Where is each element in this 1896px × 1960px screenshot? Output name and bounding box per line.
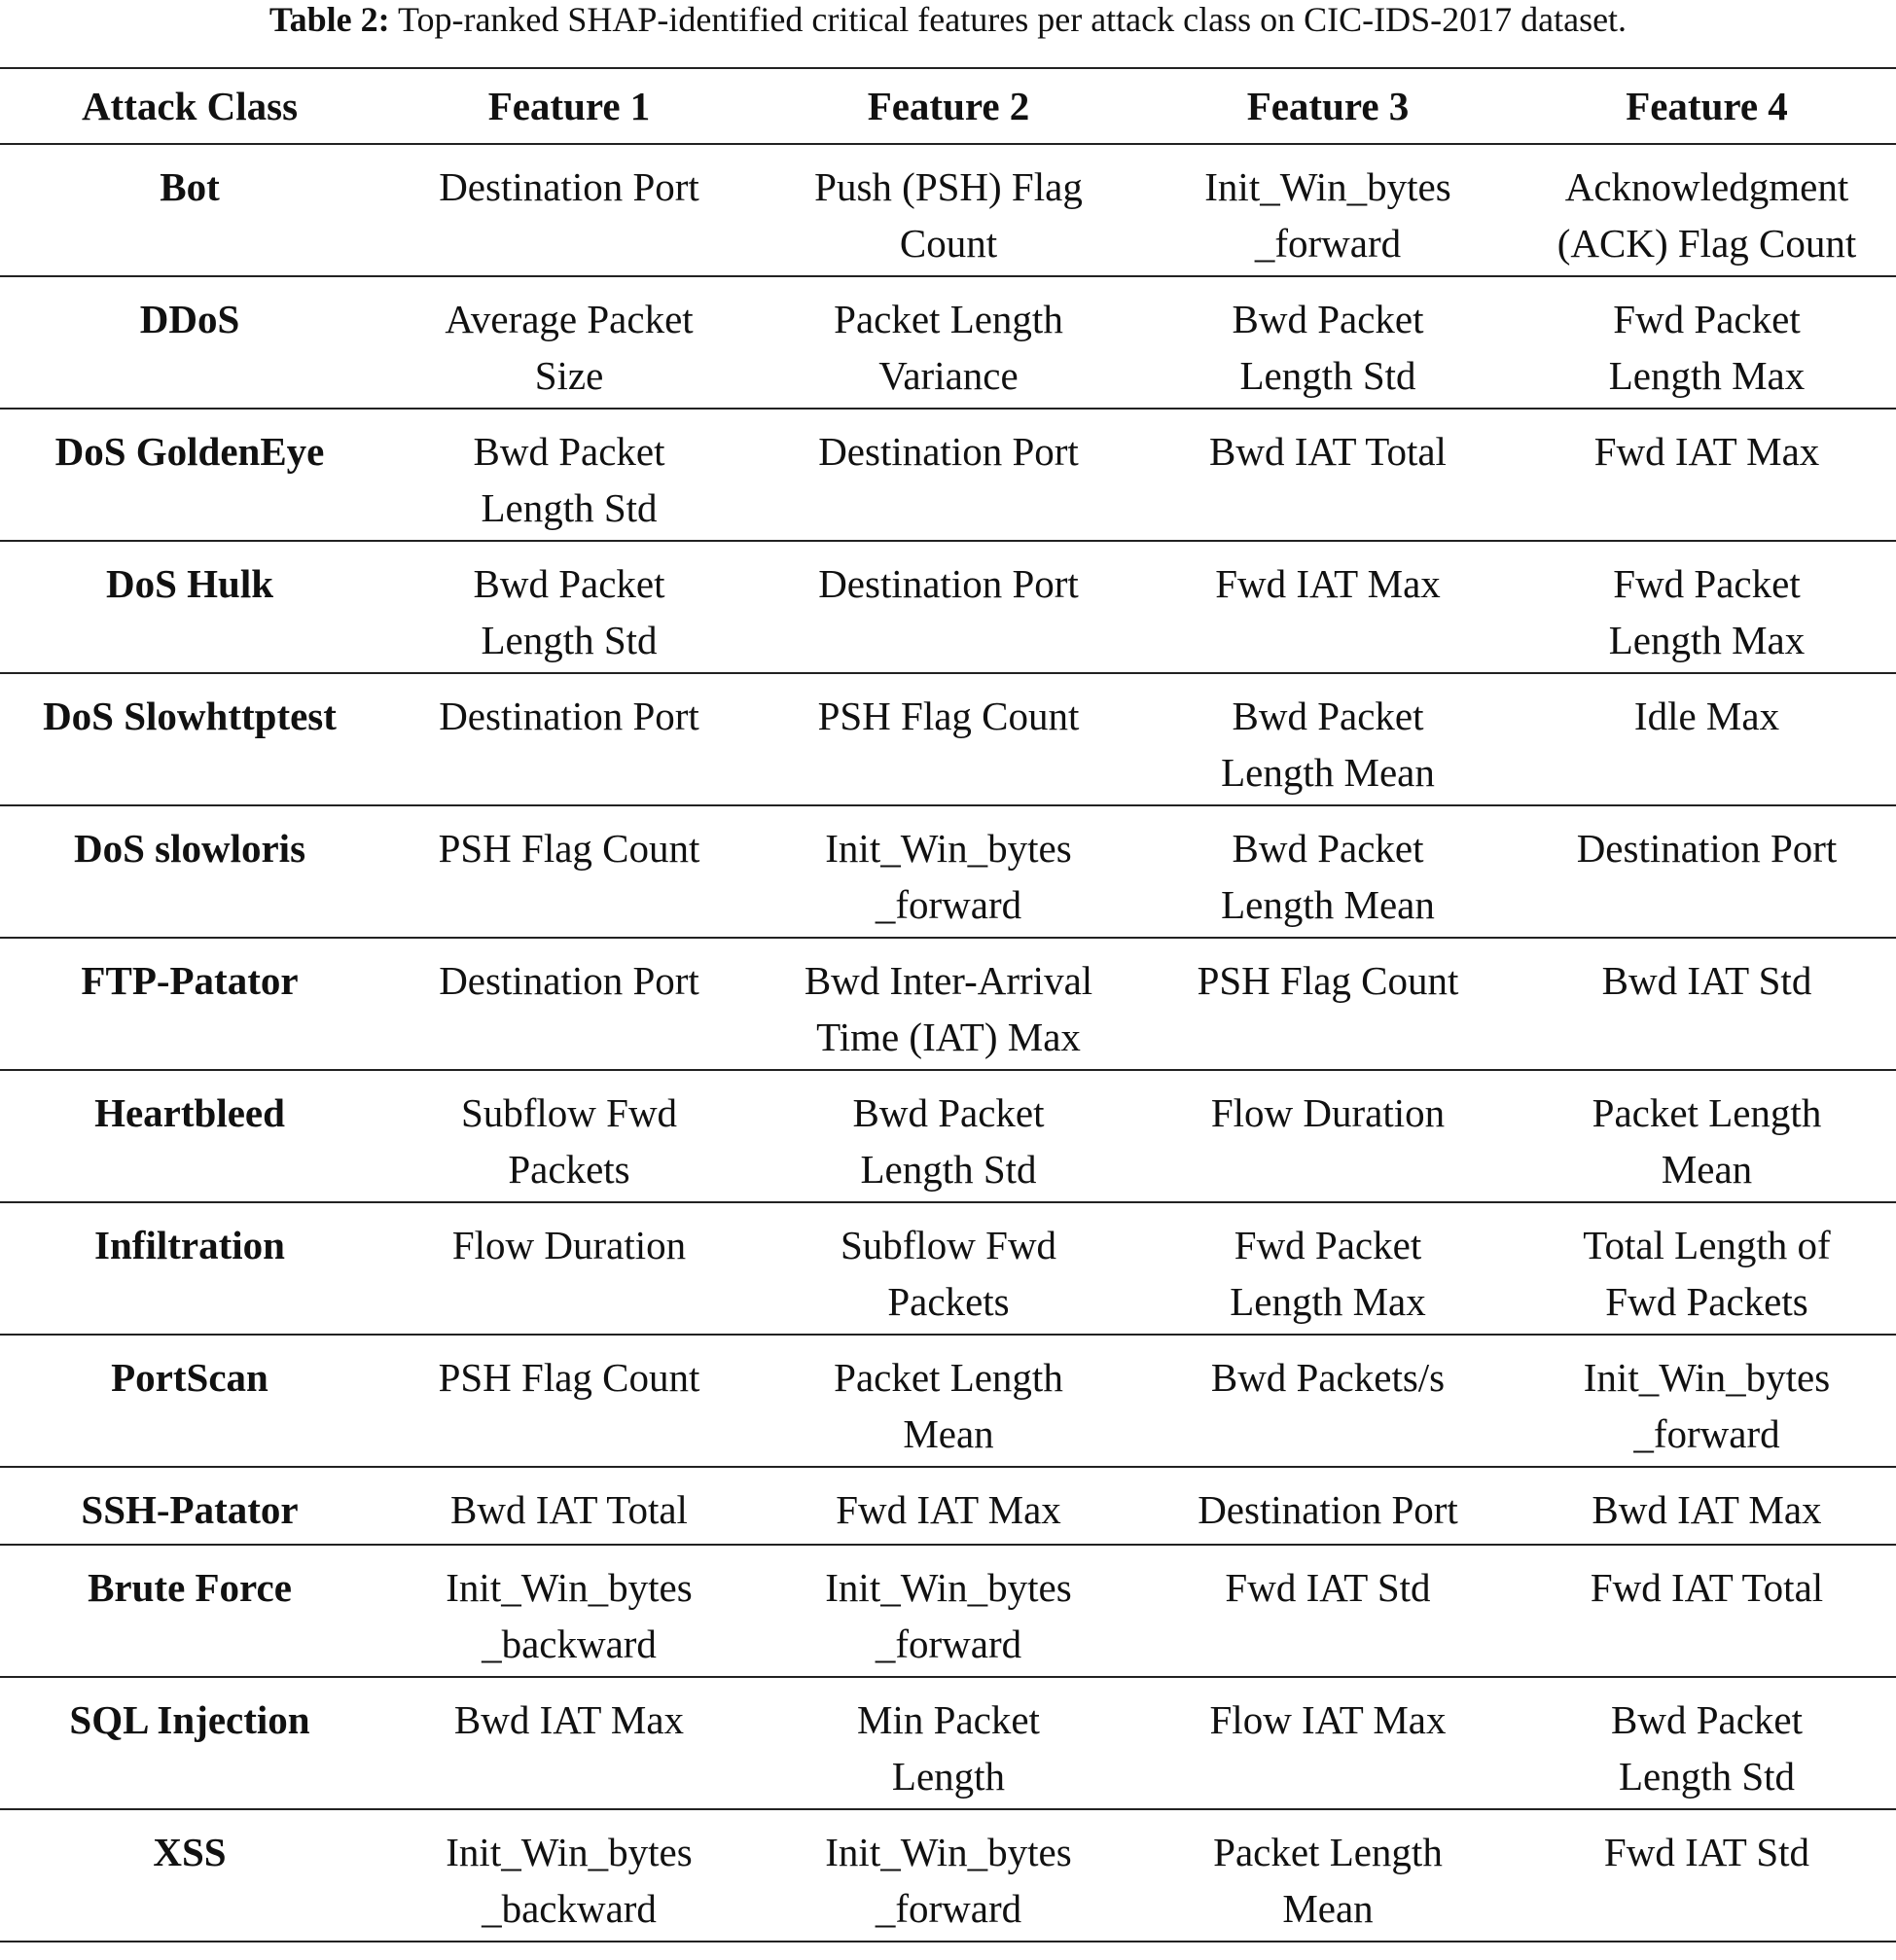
feature-2-cell xyxy=(759,144,1138,276)
feature-text-line: Init_Win_bytes xyxy=(825,1830,1072,1874)
feature-text-line: Idle Max xyxy=(1633,694,1780,738)
feature-text-line: Bwd Packet xyxy=(1611,1697,1803,1742)
table-row xyxy=(0,938,1896,1070)
feature-text-line: Fwd IAT Std xyxy=(1603,1830,1810,1874)
attack-class-cell: Bot xyxy=(0,144,379,276)
attack-class-cell: SSH-Patator xyxy=(0,1467,379,1545)
feature-text-line: Acknowledgment xyxy=(1564,164,1849,209)
feature-1-cell xyxy=(379,805,759,938)
attack-class-cell: SQL Injection xyxy=(0,1677,379,1809)
feature-3-cell xyxy=(1138,938,1518,1070)
feature-text-line: Bwd Packet xyxy=(1232,297,1424,341)
table-row xyxy=(0,276,1896,409)
feature-text-line: Fwd Packets xyxy=(1605,1279,1808,1324)
attack-class-cell: Brute Force xyxy=(0,1545,379,1677)
header-attack-class: Attack Class xyxy=(0,68,379,144)
feature-text-line: Bwd Packet xyxy=(852,1090,1045,1135)
feature-4-cell xyxy=(1518,938,1896,1070)
feature-4-cell xyxy=(1518,144,1896,276)
feature-text-line: Subflow Fwd xyxy=(840,1223,1057,1267)
feature-text-line: Mean xyxy=(1661,1147,1753,1192)
feature-1-cell xyxy=(379,1467,759,1545)
feature-4-cell xyxy=(1518,1335,1896,1467)
header-feature-3: Feature 3 xyxy=(1138,68,1518,144)
feature-4-cell xyxy=(1518,276,1896,409)
table-row xyxy=(0,673,1896,805)
feature-text-line: _backward xyxy=(482,1886,657,1931)
attack-class-cell: Heartbleed xyxy=(0,1070,379,1202)
feature-1-cell xyxy=(379,1335,759,1467)
feature-text-line: Init_Win_bytes xyxy=(446,1565,693,1610)
feature-text-line: Fwd IAT Max xyxy=(1215,561,1441,606)
table-row xyxy=(0,1677,1896,1809)
feature-text-line: Destination Port xyxy=(439,958,699,1003)
feature-text-line: Mean xyxy=(1282,1886,1374,1931)
table-body xyxy=(0,144,1896,1942)
feature-3-cell xyxy=(1138,1202,1518,1335)
feature-text-line: Destination Port xyxy=(818,561,1079,606)
feature-text-line: Fwd IAT Total xyxy=(1590,1565,1824,1610)
table-row xyxy=(0,1070,1896,1202)
feature-text-line: Size xyxy=(534,353,604,398)
caption-text: Top-ranked SHAP-identified critical features per attack class on CIC-IDS-2017 dataset. xyxy=(397,0,1628,39)
feature-text-line: _forward xyxy=(1633,1411,1780,1456)
feature-3-cell xyxy=(1138,1070,1518,1202)
feature-3-cell xyxy=(1138,805,1518,938)
feature-text-line: Fwd IAT Max xyxy=(836,1487,1061,1532)
feature-2-cell xyxy=(759,1202,1138,1335)
feature-2-cell xyxy=(759,409,1138,541)
feature-text-line: Bwd Packet xyxy=(473,561,665,606)
feature-text-line: Destination Port xyxy=(439,694,699,738)
feature-text-line: PSH Flag Count xyxy=(438,826,700,871)
attack-class-cell: XSS xyxy=(153,1830,227,1874)
caption-label: Table 2: xyxy=(268,0,390,39)
feature-2-cell xyxy=(759,673,1138,805)
feature-text-line: Flow IAT Max xyxy=(1209,1697,1447,1742)
feature-2-cell xyxy=(759,1070,1138,1202)
table-row xyxy=(0,1202,1896,1335)
attack-class-cell: PortScan xyxy=(0,1335,379,1467)
feature-text-line: _forward xyxy=(1254,221,1402,266)
feature-2-cell xyxy=(759,1545,1138,1677)
feature-text-line: Bwd IAT Max xyxy=(453,1697,685,1742)
feature-2-cell xyxy=(759,1467,1138,1545)
feature-1-cell xyxy=(379,409,759,541)
feature-3-cell xyxy=(1138,144,1518,276)
feature-text-line: Length Std xyxy=(481,485,658,530)
feature-text-line: _forward xyxy=(875,1621,1022,1666)
header-feature-2: Feature 2 xyxy=(759,68,1138,144)
feature-text-line: Push (PSH) Flag xyxy=(814,164,1083,209)
table-row xyxy=(0,1545,1896,1677)
table-row xyxy=(0,805,1896,938)
feature-text-line: Length Std xyxy=(1618,1754,1796,1799)
feature-text-line: Init_Win_bytes xyxy=(825,1565,1072,1610)
feature-1-cell xyxy=(379,1545,759,1677)
feature-2-cell xyxy=(759,1677,1138,1809)
feature-text-line: Length Max xyxy=(1608,618,1806,662)
header-feature-4: Feature 4 xyxy=(1518,68,1896,144)
feature-3-cell xyxy=(1138,1677,1518,1809)
feature-text-line: Fwd IAT Std xyxy=(1225,1565,1431,1610)
table-row xyxy=(0,409,1896,541)
feature-text-line: Packet Length xyxy=(1213,1830,1443,1874)
feature-text-line: Packets xyxy=(887,1279,1010,1324)
feature-text-line: Length Mean xyxy=(1221,750,1435,795)
feature-text-line: _backward xyxy=(482,1621,657,1666)
feature-text-line: Bwd IAT Max xyxy=(1592,1487,1822,1532)
feature-text-line: _forward xyxy=(875,882,1022,927)
feature-text-line: Packet Length xyxy=(834,297,1063,341)
feature-text-line: Init_Win_bytes xyxy=(1583,1355,1831,1400)
feature-4-cell xyxy=(1518,673,1896,805)
feature-text-line: Length Std xyxy=(481,618,658,662)
feature-text-line: Average Packet xyxy=(445,297,694,341)
feature-text-line: Length Mean xyxy=(1221,882,1435,927)
feature-text-line: Bwd Packet xyxy=(1232,826,1424,871)
header-row xyxy=(0,68,1896,144)
feature-4-cell xyxy=(1518,1467,1896,1545)
feature-1-cell xyxy=(379,1202,759,1335)
feature-text-line: Destination Port xyxy=(1198,1487,1458,1532)
feature-text-line: Init_Win_bytes xyxy=(1204,164,1451,209)
feature-2-cell xyxy=(759,1335,1138,1467)
feature-4-cell xyxy=(1518,805,1896,938)
feature-3-cell xyxy=(1138,1467,1518,1545)
feature-text-line: PSH Flag Count xyxy=(1197,958,1459,1003)
feature-text-line: Destination Port xyxy=(818,429,1079,474)
feature-text-line: PSH Flag Count xyxy=(817,694,1080,738)
feature-text-line: Fwd Packet xyxy=(1613,561,1801,606)
feature-text-line: PSH Flag Count xyxy=(438,1355,700,1400)
feature-2-cell xyxy=(759,541,1138,673)
table-row xyxy=(0,1467,1896,1545)
feature-2-cell xyxy=(759,805,1138,938)
feature-text-line: Total Length of xyxy=(1583,1223,1831,1267)
feature-4-cell xyxy=(1518,1545,1896,1677)
table-row xyxy=(0,1335,1896,1467)
feature-4-cell xyxy=(1518,1070,1896,1202)
attack-class-cell: Infiltration xyxy=(0,1202,379,1335)
feature-4-cell xyxy=(1518,1809,1896,1942)
feature-text-line: Subflow Fwd xyxy=(460,1090,678,1135)
feature-text-line: Fwd Packet xyxy=(1234,1223,1422,1267)
feature-text-line: Time (IAT) Max xyxy=(816,1015,1081,1059)
feature-text-line: Count xyxy=(899,221,998,266)
feature-4-cell xyxy=(1518,541,1896,673)
feature-1-cell xyxy=(379,673,759,805)
feature-3-cell xyxy=(1138,409,1518,541)
feature-text-line: Bwd Packet xyxy=(473,429,665,474)
feature-3-cell xyxy=(1138,541,1518,673)
feature-text-line: Bwd Packets/s xyxy=(1210,1355,1446,1400)
feature-4-cell xyxy=(1518,1202,1896,1335)
feature-text-line: Fwd Packet xyxy=(1613,297,1801,341)
feature-1-cell xyxy=(379,938,759,1070)
feature-4-cell xyxy=(1518,409,1896,541)
feature-1-cell xyxy=(379,1677,759,1809)
feature-text-line: Packets xyxy=(508,1147,630,1192)
header-feature-1: Feature 1 xyxy=(379,68,759,144)
attack-class-cell: DDoS xyxy=(0,276,379,409)
feature-text-line: Bwd Inter-Arrival xyxy=(804,958,1093,1003)
feature-2-cell xyxy=(759,1809,1138,1942)
feature-1-cell xyxy=(379,1809,759,1942)
table-caption xyxy=(0,0,1896,39)
feature-2-cell xyxy=(759,938,1138,1070)
feature-text-line: Length Std xyxy=(860,1147,1037,1192)
table-row xyxy=(0,144,1896,276)
feature-text-line: Bwd IAT Total xyxy=(1209,429,1447,474)
feature-3-cell xyxy=(1138,1335,1518,1467)
feature-text-line: Bwd IAT Std xyxy=(1601,958,1812,1003)
feature-1-cell xyxy=(379,276,759,409)
feature-1-cell xyxy=(379,541,759,673)
feature-text-line: Length Max xyxy=(1608,353,1806,398)
feature-3-cell xyxy=(1138,276,1518,409)
feature-text-line: Init_Win_bytes xyxy=(825,826,1072,871)
feature-1-cell xyxy=(379,144,759,276)
feature-text-line: (ACK) Flag Count xyxy=(1556,221,1857,266)
feature-text-line: Fwd IAT Max xyxy=(1593,429,1820,474)
feature-text-line: Flow Duration xyxy=(451,1223,687,1267)
feature-1-cell xyxy=(379,1070,759,1202)
feature-text-line: Init_Win_bytes xyxy=(446,1830,693,1874)
feature-text-line: Packet Length xyxy=(1592,1090,1822,1135)
attack-class-cell: DoS slowloris xyxy=(0,805,379,938)
feature-text-line: Variance xyxy=(878,353,1019,398)
feature-2-cell xyxy=(759,276,1138,409)
feature-3-cell xyxy=(1138,1809,1518,1942)
feature-text-line: _forward xyxy=(875,1886,1022,1931)
feature-text-line: Length Max xyxy=(1230,1279,1426,1324)
table-row xyxy=(0,1809,1896,1942)
feature-3-cell xyxy=(1138,1545,1518,1677)
feature-3-cell xyxy=(1138,673,1518,805)
attack-class-cell: DoS Hulk xyxy=(0,541,379,673)
feature-text-line: Destination Port xyxy=(439,164,699,209)
feature-text-line: Destination Port xyxy=(1576,826,1838,871)
feature-text-line: Bwd IAT Total xyxy=(450,1487,688,1532)
feature-text-line: Bwd Packet xyxy=(1232,694,1424,738)
feature-text-line: Packet Length xyxy=(834,1355,1063,1400)
table-row xyxy=(0,541,1896,673)
attack-class-cell: DoS GoldenEye xyxy=(0,409,379,541)
features-table xyxy=(0,67,1896,1942)
feature-text-line: Mean xyxy=(903,1411,994,1456)
feature-text-line: Min Packet xyxy=(857,1697,1040,1742)
feature-text-line: Flow Duration xyxy=(1210,1090,1446,1135)
attack-class-cell: FTP-Patator xyxy=(0,938,379,1070)
feature-text-line: Length xyxy=(891,1754,1006,1799)
attack-class-cell: DoS Slowhttptest xyxy=(0,673,379,805)
feature-4-cell xyxy=(1518,1677,1896,1809)
feature-text-line: Length Std xyxy=(1239,353,1416,398)
